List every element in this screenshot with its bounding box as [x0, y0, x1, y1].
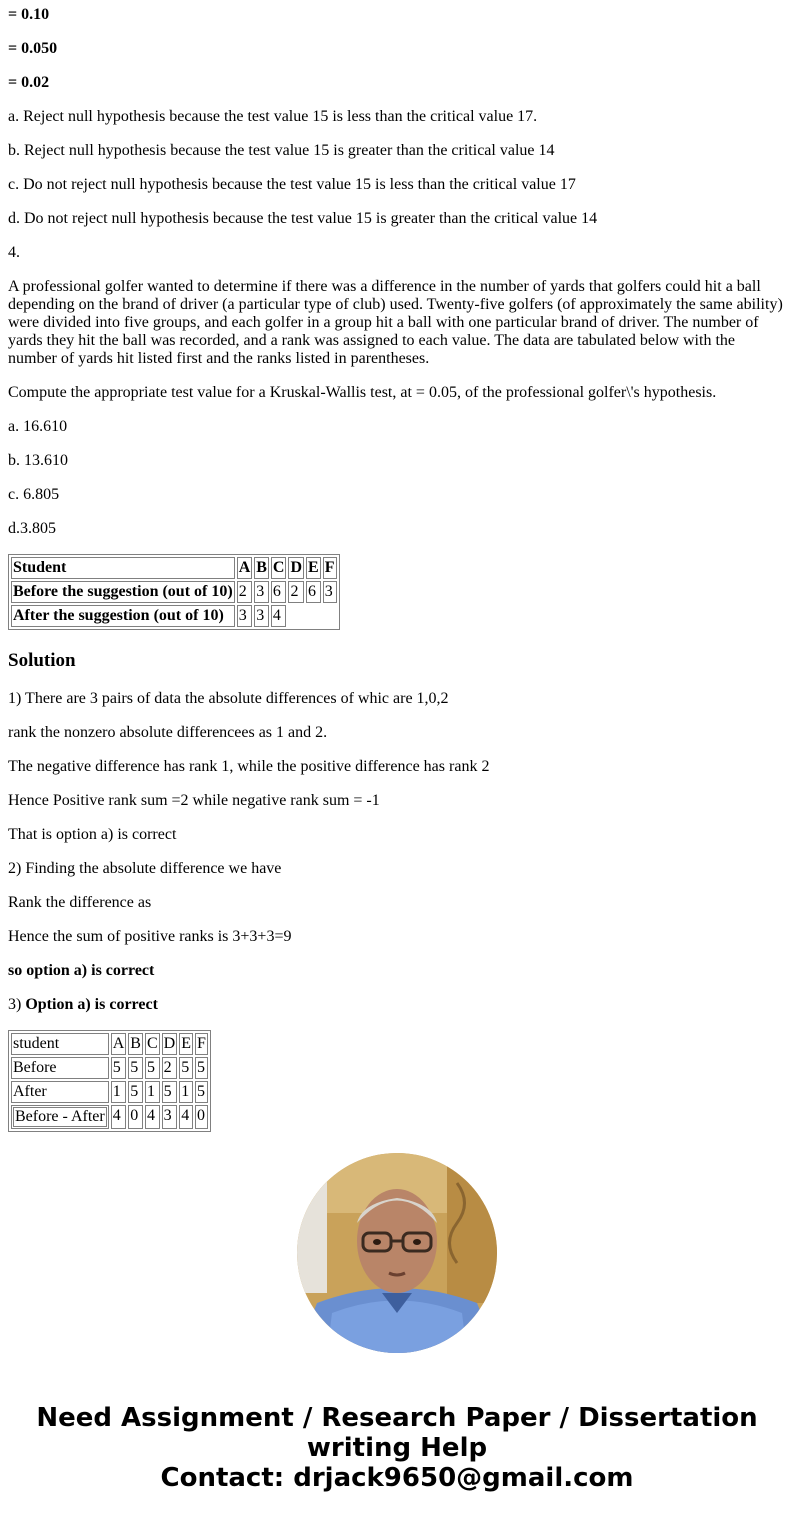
table-cell: 2: [237, 581, 253, 603]
table-cell: F: [195, 1033, 208, 1055]
table-row: [11, 1105, 208, 1129]
solution-q3-prefix: 3): [8, 996, 26, 1013]
q3-option-b: b. Reject null hypothesis because the test value 15 is greater than the critical value 14: [8, 142, 555, 159]
table-cell: 3: [254, 581, 269, 603]
author-avatar: [297, 1153, 497, 1353]
question-4-number: 4.: [8, 244, 20, 261]
solution-q3-answer: Option a) is correct: [25, 996, 158, 1013]
solution-q3: [8, 996, 786, 1014]
q3-option-d: d. Do not reject null hypothesis because the test value 15 is greater than the critical value 14: [8, 210, 598, 227]
table-cell: D: [288, 557, 304, 579]
banner-contact-email[interactable]: Contact: drjack9650@gmail.com: [160, 1463, 634, 1493]
table-cell: 3: [254, 605, 269, 627]
table-cell: After: [11, 1081, 109, 1103]
q4-option-d: d.3.805: [8, 520, 56, 537]
question-4-prompt: Compute the appropriate test value for a Kruskal-Wallis test, at = 0.05, of the professional golfer\'s hypothesis.: [8, 384, 717, 401]
table-cell: D: [162, 1033, 178, 1055]
table-cell: 2: [288, 581, 304, 603]
table-cell: 1: [145, 1081, 160, 1103]
alpha-line-2: = 0.050: [8, 40, 58, 57]
solution-line: 1) There are 3 pairs of data the absolute differences of whic are 1,0,2: [8, 690, 449, 707]
solution-line: Hence the sum of positive ranks is 3+3+3=9: [8, 928, 292, 945]
solution-conclusion: so option a) is correct: [8, 962, 155, 979]
table-cell: A: [237, 557, 253, 579]
q3-option-a: a. Reject null hypothesis because the test value 15 is less than the critical value 17.: [8, 108, 538, 125]
table-cell: 4: [111, 1105, 127, 1129]
table-row: [11, 605, 337, 627]
table-cell: E: [306, 557, 321, 579]
table-row: [11, 1081, 208, 1103]
table-cell: 4: [179, 1105, 193, 1129]
solution-line: The negative difference has rank 1, while the positive difference has rank 2: [8, 758, 490, 775]
table-cell: A: [111, 1033, 127, 1055]
table-cell: 5: [179, 1057, 193, 1079]
table-row: [11, 1057, 208, 1079]
table-cell: After the suggestion (out of 10): [11, 605, 235, 627]
table-cell: E: [179, 1033, 193, 1055]
table-cell: [11, 1105, 109, 1129]
solution-line: 2) Finding the absolute difference we have: [8, 860, 282, 877]
solution-line: rank the nonzero absolute differencees as 1 and 2.: [8, 724, 328, 741]
table-row: [11, 557, 337, 579]
solution-line: That is option a) is correct: [8, 826, 177, 843]
table-cell: 5: [195, 1057, 208, 1079]
banner-line-2: writing Help: [306, 1433, 488, 1463]
table-cell: 3: [237, 605, 253, 627]
table-cell: 5: [195, 1081, 208, 1103]
table-cell: C: [271, 557, 287, 579]
table-row: [11, 1033, 208, 1055]
table-cell: 5: [162, 1081, 178, 1103]
solution-line: Rank the difference as: [8, 894, 152, 911]
contact-banner: [0, 1403, 794, 1493]
q4-option-a: a. 16.610: [8, 418, 68, 435]
solution-line: Hence Positive rank sum =2 while negative rank sum = -1: [8, 792, 380, 809]
difference-label: Before - After: [15, 1108, 105, 1125]
table-cell: 2: [162, 1057, 178, 1079]
difference-table: [8, 1030, 211, 1132]
table-cell: B: [128, 1033, 143, 1055]
table-cell: 5: [111, 1057, 127, 1079]
solution-heading: Solution: [8, 650, 76, 671]
table-cell: 3: [162, 1105, 178, 1129]
alpha-line-3: = 0.02: [8, 74, 50, 91]
question-4-text: A professional golfer wanted to determine if there was a difference in the number of yards that golfers could hit a ball depending on the brand of driver (a particular type of club) used. Twenty-five golfers (of approximately the same ability) were divided into five groups, and each golfer in a group hit a ball with one particular brand of driver. The number of yards they hit the ball was recorded, and a rank was assigned to each value. The data are tabulated below with the number of yards hit listed first and the ranks listed in parentheses.: [8, 278, 783, 367]
table-cell: Student: [11, 557, 235, 579]
banner-line-1: Need Assignment / Research Paper / Dissertation: [36, 1403, 758, 1433]
suggestion-table: [8, 554, 340, 630]
table-cell: Before the suggestion (out of 10): [11, 581, 235, 603]
avatar-portrait: [297, 1153, 497, 1353]
table-cell: Before: [11, 1057, 109, 1079]
table-cell: 5: [128, 1081, 143, 1103]
q4-option-b: b. 13.610: [8, 452, 68, 469]
table-cell: 5: [128, 1057, 143, 1079]
table-cell: 4: [145, 1105, 160, 1129]
q3-option-c: c. Do not reject null hypothesis because the test value 15 is less than the critical value 17: [8, 176, 576, 193]
table-cell: B: [254, 557, 269, 579]
table-cell: 1: [111, 1081, 127, 1103]
table-cell: student: [11, 1033, 109, 1055]
table-cell: 0: [195, 1105, 208, 1129]
q4-option-c: c. 6.805: [8, 486, 60, 503]
table-cell: 5: [145, 1057, 160, 1079]
table-cell: 6: [271, 581, 287, 603]
table-cell: 0: [128, 1105, 143, 1129]
table-cell: F: [323, 557, 337, 579]
table-row: [11, 581, 337, 603]
table-cell: 3: [323, 581, 337, 603]
table-cell: 6: [306, 581, 321, 603]
alpha-line-1: = 0.10: [8, 6, 50, 23]
table-cell: C: [145, 1033, 160, 1055]
table-cell: 4: [271, 605, 287, 627]
table-cell: 1: [179, 1081, 193, 1103]
